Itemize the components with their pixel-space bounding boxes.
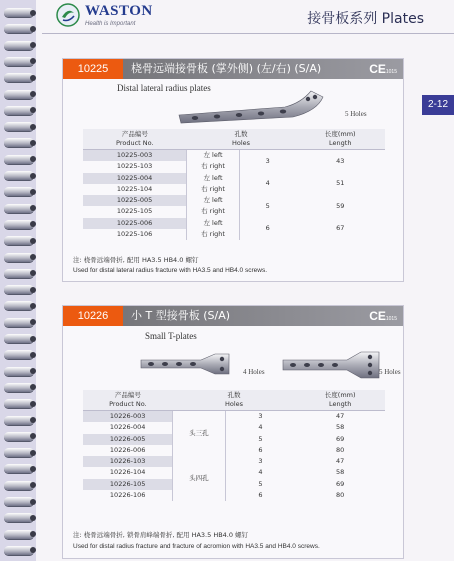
holes-cell: 5 [258, 434, 263, 443]
plate-4-holes-label: 4 Holes [243, 368, 265, 376]
product-number: 10226-105 [83, 479, 173, 490]
product-number: 10226-106 [109, 491, 146, 500]
section-title: 桡骨远端接骨板 (掌外侧) (左/右) (S/A) [131, 62, 322, 75]
table-row [83, 445, 385, 456]
usage-note-cn: 注: 桡骨远端骨折, 配用 HA3.5 HB4.0 螺钉 [73, 256, 199, 264]
product-section-10225 [62, 58, 404, 282]
product-number: 10226-005 [83, 434, 173, 445]
holes-header-en: Holes [232, 139, 251, 147]
col-product-header [83, 390, 173, 411]
side-cell: 左 left [187, 150, 240, 162]
usage-note-en: Used for distal lateral radius fracture with HA3.5 and HB4.0 screws. [73, 267, 268, 274]
ce-text: CE [369, 62, 386, 76]
table-row [83, 422, 385, 433]
holes-cell: 4 [258, 423, 263, 432]
holes-cell: 5 [265, 201, 270, 210]
page-number-tab: 2-12 [422, 95, 454, 115]
product-number: 10225-004 [83, 173, 187, 184]
col-length-header [295, 129, 385, 150]
col-holes-header [187, 129, 296, 150]
product-number: 10225-005 [83, 195, 187, 206]
product-number: 10225-003 [83, 150, 187, 162]
product-number: 10225-103 [116, 162, 153, 171]
table-row [83, 411, 385, 423]
brand-name: WASTON [85, 2, 153, 19]
side-cell: 右 right [187, 161, 240, 172]
head-holes-cell: 头三孔 [173, 411, 225, 457]
t-plate-5-holes-image [281, 348, 381, 384]
ce-text: CE [369, 309, 386, 323]
t-plate-4-holes-image [139, 350, 231, 380]
product-number: 10226-003 [83, 411, 173, 423]
table-row [83, 218, 385, 229]
holes-header-en: Holes [225, 400, 244, 408]
product-header-en: Product No. [109, 400, 147, 408]
product-number: 10225-006 [83, 218, 187, 229]
length-header-en: Length [329, 139, 352, 147]
length-cell: 59 [336, 201, 345, 210]
ce-mark [369, 308, 397, 327]
product-number: 10226-006 [109, 445, 146, 454]
ce-number: 1015 [385, 69, 397, 75]
section-subtitle: Distal lateral radius plates [117, 83, 211, 93]
length-cell: 80 [336, 491, 345, 500]
product-number: 10225-104 [116, 184, 153, 193]
plate-5-holes-label: 5 Holes [379, 368, 401, 376]
brand-tagline: Health is Important [85, 20, 136, 27]
holes-cell: 3 [258, 457, 263, 466]
length-cell: 51 [336, 179, 345, 188]
col-holes-header [173, 390, 296, 411]
length-header-en: Length [328, 400, 352, 408]
product-header-cn: 产品编号 [121, 130, 148, 138]
side-cell: 左 left [187, 218, 240, 229]
catalog-page [36, 0, 454, 561]
length-cell: 58 [336, 423, 345, 432]
brand-logo [56, 3, 153, 27]
spec-table-10226 [83, 390, 385, 501]
section-header [63, 59, 403, 79]
length-cell: 43 [336, 156, 345, 165]
holes-header-cn: 孔数 [227, 391, 241, 399]
holes-cell: 6 [265, 224, 270, 233]
waston-logo-icon [56, 3, 80, 27]
product-section-10226 [62, 305, 404, 559]
side-cell: 右 right [187, 184, 240, 195]
product-number: 10225-106 [116, 230, 153, 239]
length-cell: 69 [336, 479, 345, 488]
spec-table-10225 [83, 129, 385, 240]
product-header-cn: 产品编号 [114, 391, 141, 399]
table-row [83, 479, 385, 490]
table-row [83, 434, 385, 445]
spiral-binding [0, 0, 40, 561]
side-cell: 右 right [187, 229, 240, 240]
holes-header-cn: 孔数 [234, 130, 248, 138]
usage-note-cn: 注: 桡骨远端骨折, 锁骨肩峰端骨折, 配用 HA3.5 HB4.0 螺钉 [73, 531, 249, 539]
table-row [83, 490, 385, 501]
length-cell: 47 [336, 412, 345, 420]
length-header-cn: 长度(mm) [324, 391, 356, 399]
holes-cell: 4 [258, 468, 263, 477]
ce-mark [369, 61, 397, 80]
length-cell: 80 [336, 445, 345, 454]
usage-note-en: Used for distal radius fracture and fracture of acromion with HA3.5 and HB4.0 screws. [73, 543, 320, 550]
product-number: 10226-103 [83, 456, 173, 467]
length-cell: 67 [336, 224, 345, 233]
length-cell: 58 [336, 468, 345, 477]
holes-cell: 6 [258, 445, 263, 454]
section-header [63, 306, 403, 326]
product-number: 10225-105 [116, 207, 153, 216]
product-header-en: Product No. [116, 139, 154, 147]
holes-cell: 5 [258, 479, 263, 488]
product-code-badge: 10226 [63, 306, 123, 326]
holes-cell: 4 [265, 179, 270, 188]
table-row [83, 150, 385, 162]
product-number: 10226-104 [109, 468, 146, 477]
holes-cell: 6 [258, 491, 263, 500]
length-cell: 47 [336, 457, 345, 466]
side-cell: 右 right [187, 206, 240, 217]
product-number: 10226-004 [109, 423, 146, 432]
ce-number: 1015 [385, 316, 397, 322]
distal-radius-plate-image [175, 85, 325, 125]
head-holes-cell: 头四孔 [173, 456, 225, 501]
page-title: 接骨板系列 Plates [307, 11, 424, 27]
table-row [83, 195, 385, 206]
section-title: 小 T 型接骨板 (S/A) [131, 309, 231, 322]
table-row [83, 456, 385, 467]
plate-holes-label: 5 Holes [345, 110, 367, 118]
col-length-header [295, 390, 385, 411]
length-header-cn: 长度(mm) [324, 130, 356, 138]
holes-cell: 3 [265, 156, 270, 165]
section-subtitle: Small T-plates [145, 331, 197, 341]
product-code-badge: 10225 [63, 59, 123, 79]
title-divider [42, 33, 454, 34]
side-cell: 左 left [187, 173, 240, 184]
holes-cell: 3 [258, 412, 263, 420]
col-product-header [83, 129, 187, 150]
table-row [83, 173, 385, 184]
side-cell: 左 left [187, 195, 240, 206]
table-row [83, 467, 385, 478]
length-cell: 69 [336, 434, 345, 443]
